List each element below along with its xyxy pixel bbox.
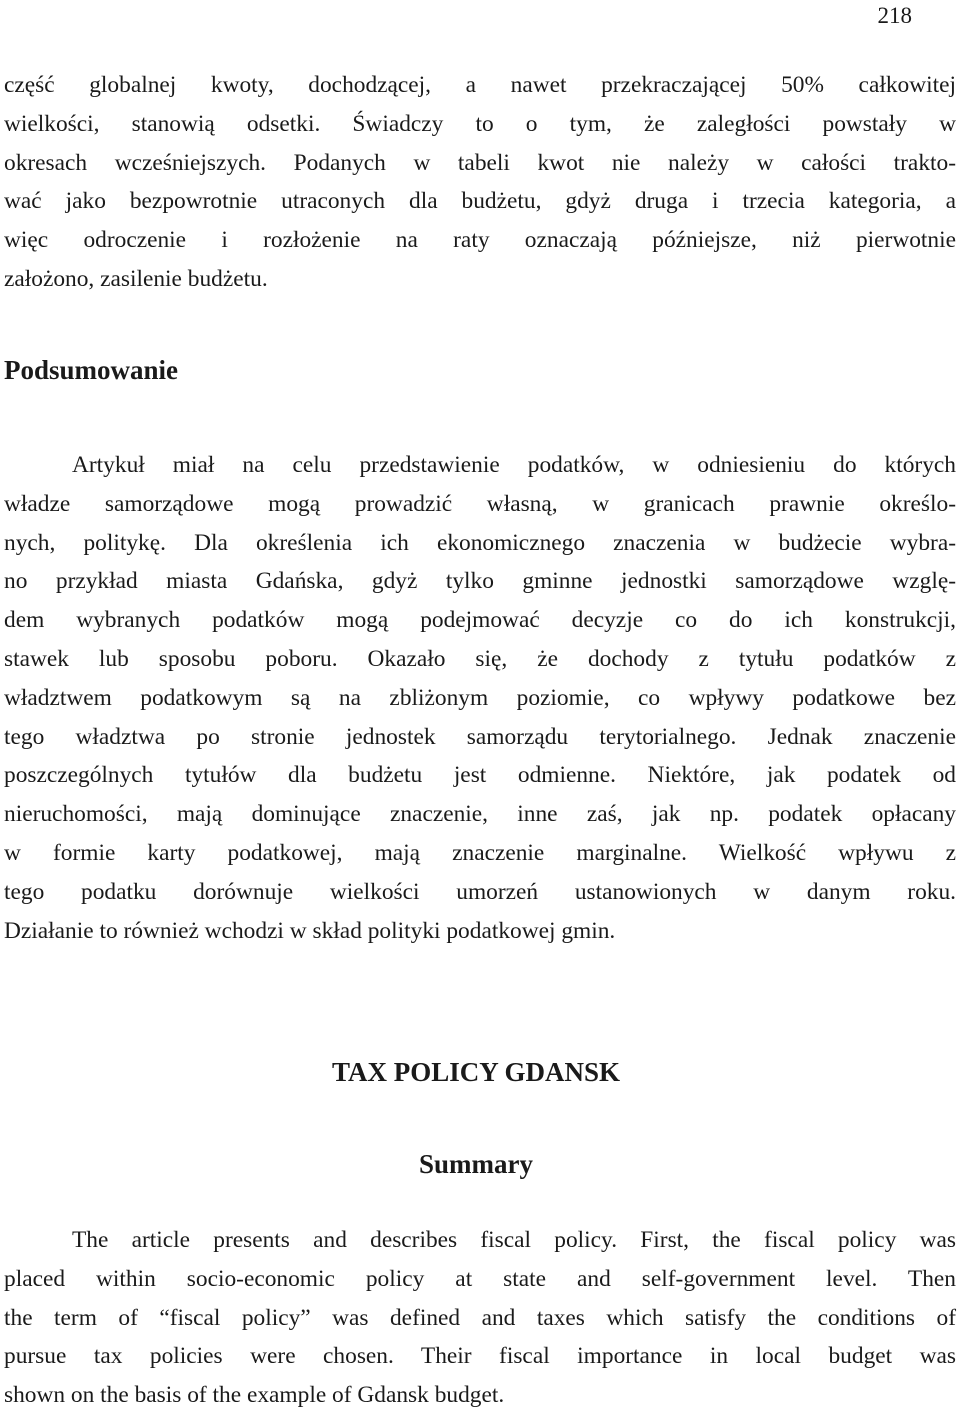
text-line: tego władztwa po stronie jednostek samorządu terytorialnego. Jednak znaczenie [4,723,956,750]
text-line: więc odroczenie i rozłożenie na raty oznaczają późniejsze, niż pierwotnie [4,227,956,254]
text-line: wielkości, stanowią odsetki. Świadczy to o tym, że zaległości powstały w [4,110,956,137]
text-line: nych, politykę. Dla określenia ich ekonomicznego znaczenia w budżecie wybra- [4,529,956,556]
text-line: Działanie to również wchodzi w skład polityki podatkowej gmin. [4,917,616,944]
text-line: część globalnej kwoty, dochodzącej, a nawet przekraczającej 50% całkowitej [4,72,956,98]
text-line: tego podatku dorównuje wielkości umorzeń ustanowionych w danym roku. [4,878,956,905]
text-line: pursue tax policies were chosen. Their fiscal importance in local budget was [4,1343,956,1370]
summary-en-paragraph [4,1221,956,1415]
text-line: wać jako bezpowrotnie utraconych dla budżetu, gdyż druga i trzecia kategoria, a [4,188,956,215]
text-line: placed within socio-economic policy at state and self-government level. Then [4,1265,956,1292]
page-number: 218 [877,3,912,28]
text-line: shown on the basis of the example of Gdansk budget. [4,1382,505,1409]
text-line: stawek lub sposobu poboru. Okazało się, że dochody z tytułu podatków z [4,645,956,672]
text-line: w formie karty podatkowej, mają znaczenie marginalne. Wielkość wpływu z [4,839,956,866]
text-line: The article presents and describes fiscal policy. First, the fiscal policy was [72,1227,956,1253]
text-line: dem wybranych podatków mogą podejmować decyzje co do ich konstrukcji, [4,607,956,634]
text-line: the term of “fiscal policy” was defined and taxes which satisfy the conditions of [4,1304,956,1331]
intro-paragraph [4,66,956,299]
summary-pl-paragraph [4,446,956,950]
section-heading: Podsumowanie [4,355,179,385]
english-title: TAX POLICY GDANSK [331,1057,621,1087]
text-line: władztwem podatkowym są na zbliżonym poziomie, co wpływy podatkowe bez [4,684,956,711]
text-line: okresach wcześniejszych. Podanych w tabeli kwot nie należy w całości trakto- [4,149,956,176]
text-line: no przykład miasta Gdańska, gdyż tylko gminne jednostki samorządowe wzglę- [4,568,956,595]
text-line: Artykuł miał na celu przedstawienie podatków, w odniesieniu do których [72,452,956,478]
text-line: założono, zasilenie budżetu. [4,265,268,292]
text-line: władze samorządowe mogą prowadzić własną, w granicach prawnie określo- [4,490,956,517]
text-line: poszczególnych tytułów dla budżetu jest odmienne. Niektóre, jak podatek od [4,762,956,789]
english-subtitle: Summary [419,1149,533,1179]
text-line: nieruchomości, mają dominujące znaczenie, inne zaś, jak np. podatek opłacany [4,801,956,828]
